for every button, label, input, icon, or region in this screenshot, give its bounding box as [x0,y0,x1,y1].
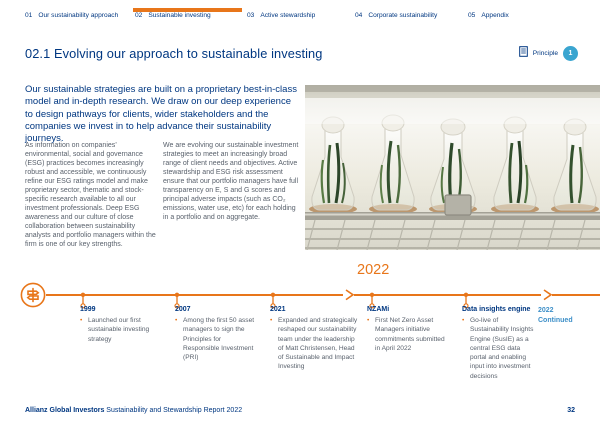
timeline-entry-heading: Data insights engine [462,306,531,313]
nav-number: 03 [247,12,255,19]
body-column-1: As information on companies’ environmental, social and governance (ESG) practices becomes increasingly robust and accessible, we continuously refine our ESG ratings model and make proprietary sector, thematic and stock-specific research available to all our investment professionals. Deep ESG awareness and our culture of close collaboration between sustainability analysts and portfolio managers within the firm is one of our key strengths. [25,142,156,248]
footer-report-title [25,407,242,414]
timeline-entry-heading: 1999 [80,306,96,313]
timeline-entry-heading: 2021 [270,306,286,313]
principle-number-badge: 1 [563,46,578,61]
nav-item-appendix[interactable] [468,12,509,19]
principle-badge[interactable] [519,44,578,62]
continued-year: 2022 [538,307,554,314]
timeline-entry-2022-continued [538,306,573,325]
signpost-icon [19,281,47,314]
timeline-entry-text: • First Net Zero Asset Managers initiative commitments submitted in April 2022 [367,316,447,353]
nav-label: Corporate sustainability [368,12,438,19]
page-title: 02.1 Evolving our approach to sustainable investing [25,46,323,61]
nav-label: Sustainable investing [148,12,211,19]
timeline-entry-text: • Among the first 50 asset managers to sign the Principles for Responsible Investment (PRI) [175,316,255,362]
principle-label: Principle [532,49,558,57]
timeline-entry-nzami [367,306,447,353]
timeline-entry-heading: 2007 [175,306,191,313]
page-number: 32 [567,407,575,414]
footer-brand: Allianz Global Investors [25,407,105,414]
timeline-entry-text: • Expanded and strategically reshaped our sustainability team under the leadership of Matt Christensen, Head of Sustainable and Impact Investing [270,316,358,372]
nav-item-active-stewardship[interactable] [247,12,315,19]
body-column-2: We are evolving our sustainable investment strategies to meet an increasingly broad range of client needs and objectives. Active stewardship and ESG risk assessment ensure that our portfolio managers have full transparency on E, S and G scores and principal adverse impacts (such as CO₂ emissions, water use, etc) for each holding in a portfolio and on aggregate. [163,142,299,221]
nav-label: Our sustainability approach [38,12,119,19]
chevron-right-icon [541,288,554,307]
lab-plants-photo [305,85,600,250]
nav-item-corporate-sustainability[interactable] [355,12,437,19]
nav-number: 01 [25,12,33,19]
nav-item-sustainable-investing[interactable] [135,12,211,19]
document-icon [519,44,528,62]
nav-number: 04 [355,12,363,19]
timeline-entry-text: • Go-live of Sustainability Insights Engine (SusIE) as a central ESG data portal and enabling input into investment decisions [462,316,538,381]
chevron-right-icon [343,288,356,307]
nav-number: 02 [135,12,143,19]
footer-report-name: Sustainability and Stewardship Report 2022 [104,407,243,414]
nav-item-sustainability-approach[interactable] [25,12,118,19]
intro-paragraph: Our sustainable strategies are built on a proprietary best-in-class model and in-depth research. We draw on our deep experience to design pathways for clients, wider stakeholders and the companies we invest in to help advance their sustainability journeys. [25,84,297,145]
timeline-entry-data-insights [462,306,538,381]
nav-number: 05 [468,12,476,19]
continued-label: Continued [538,316,573,324]
timeline-axis [46,294,600,296]
nav-label: Active stewardship [260,12,316,19]
nav-label: Appendix [481,12,509,19]
timeline-entry-2007 [175,306,255,362]
timeline-entry-2021 [270,306,358,372]
timeline-year-2022: 2022 [357,262,390,278]
timeline-entry-heading: NZAMi [367,306,390,313]
timeline-entry-text: • Launched our first sustainable investing strategy [80,316,152,344]
timeline-entry-1999 [80,306,152,344]
